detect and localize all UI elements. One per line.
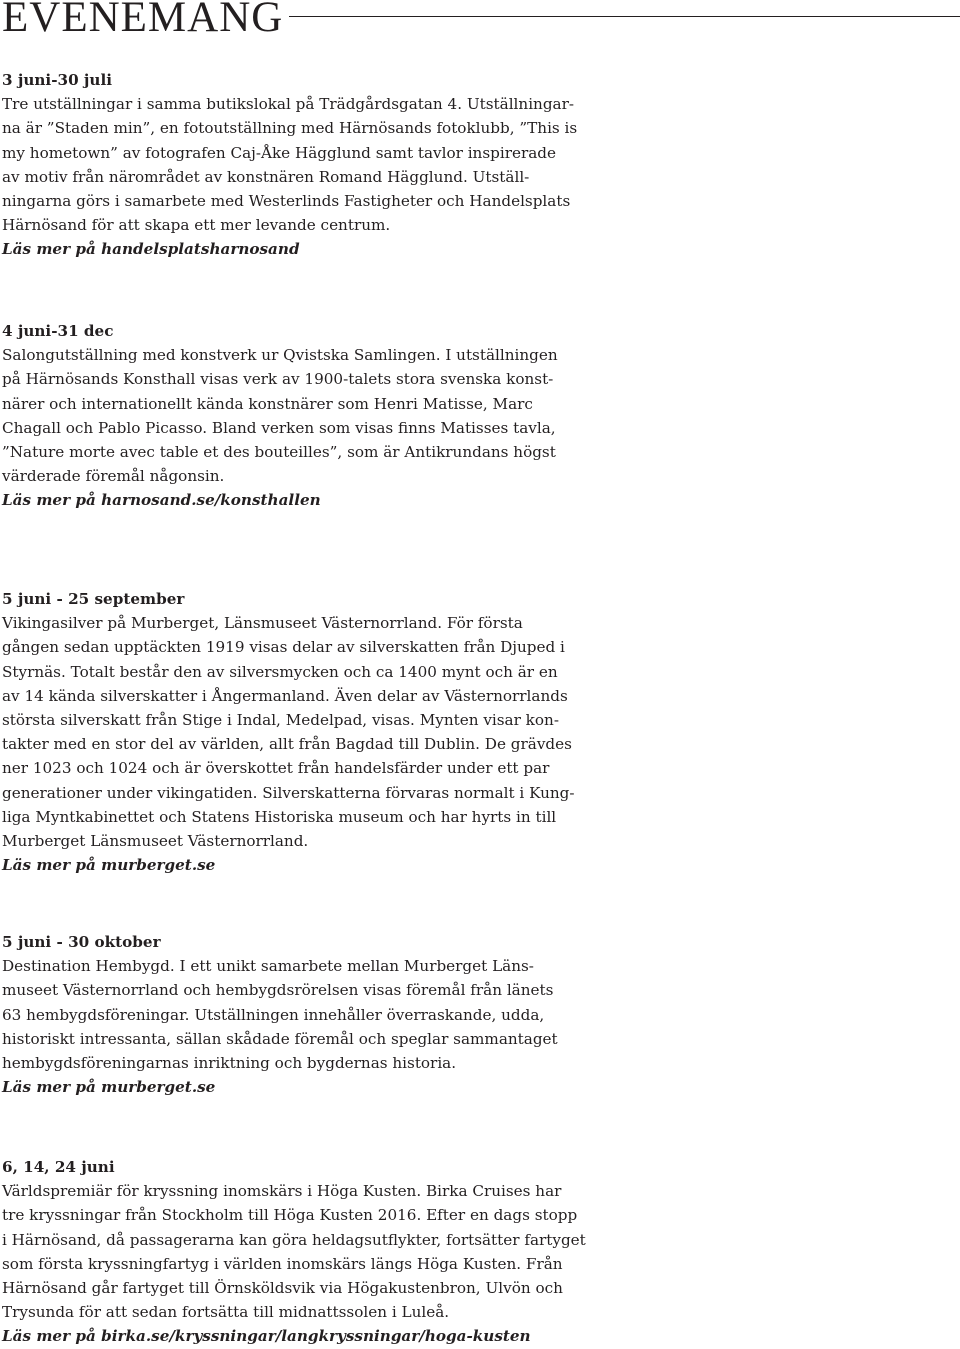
event-description: Vikingasilver på Murberget, Länsmuseet Västernorrland. För första gången sedan upptäckten 1919 visas delar av silverskatten från Djuped i Styrnäs. Totalt består den av silversmycken och ca 1400 mynt och är en av 14 kända silverskatter i Ångermanland. Även delar av Västernorrlands största silverskatt från Stige i Indal, Medelpad, visas. Mynten visar kon- takter med en stor del av världen, allt från Bagdad till Dublin. De grävdes ner 1023 och 1024 och är överskottet från handelsfärder under ett par generationer under vikingatiden. Silverskatterna förvaras normalt i Kung- liga Myntkabinettet och Statens Historiska museum och har hyrts in till Murberget Länsmuseet Västernorrland. [2, 614, 575, 851]
read-more-link[interactable]: Läs mer på harnosand.se/konsthallen [2, 491, 321, 510]
event-item [2, 1155, 594, 1349]
event-item [2, 930, 594, 1099]
title-rule [289, 16, 960, 17]
event-item [2, 68, 594, 262]
event-description: Världspremiär för kryssning inomskärs i Höga Kusten. Birka Cruises har tre kryssningar från Stockholm till Höga Kusten 2016. Efter en dags stopp i Härnösand, då passagerarna kan göra heldagsutflykter, fortsätter fartyget som första kryssningfartyg i världen inomskärs längs Höga Kusten. Från Härnösand går fartyget till Örnsköldsvik via Högakustenbron, Ulvön och Trysunda för att sedan fortsätta till midnattssolen i Luleå. [2, 1182, 586, 1322]
event-date: 5 juni - 25 september [2, 590, 185, 608]
read-more-link[interactable]: Läs mer på murberget.se [2, 1078, 216, 1097]
event-date: 3 juni-30 juli [2, 71, 113, 89]
event-item [2, 587, 594, 877]
event-description: Tre utställningar i samma butikslokal på Trädgårdsgatan 4. Utställningar- na är ”Staden min”, en fotoutställning med Härnösands fotoklubb, ”This is my hometown” av fotografen Caj-Åke Hägglund samt tavlor inspirerade av motiv från närområdet av konstnären Romand Hägglund. Utställ- ningarna görs i samarbete med Westerlinds Fastigheter och Handelsplats Härnösand för att skapa ett mer levande centrum. [2, 95, 578, 235]
event-date: 4 juni-31 dec [2, 322, 114, 340]
read-more-link[interactable]: Läs mer på murberget.se [2, 856, 216, 875]
read-more-link[interactable]: Läs mer på birka.se/kryssningar/langkryssningar/hoga-kusten [2, 1327, 531, 1346]
page-header [0, 0, 960, 44]
event-description: Salongutställning med konstverk ur Qvistska Samlingen. I utställningen på Härnösands Konsthall visas verk av 1900-talets stora svenska konst- närer och internationellt kända konstnärer som Henri Matisse, Marc Chagall och Pablo Picasso. Bland verken som visas finns Matisses tavla, ”Nature morte avec table et des bouteilles”, som är Antikrundans högst värderade föremål någonsin. [2, 346, 558, 486]
event-item [2, 319, 594, 513]
event-description: Destination Hembygd. I ett unikt samarbete mellan Murberget Läns- museet Västernorrland och hembygdsrörelsen visas föremål från länets 63 hembygdsföreningar. Utställningen innehåller överraskande, udda, historiskt intressanta, sällan skådade föremål och speglar sammantaget hembygdsföreningarnas inriktning och bygdernas historia. [2, 957, 558, 1073]
event-date: 5 juni - 30 oktober [2, 933, 161, 951]
read-more-link[interactable]: Läs mer på handelsplatsharnosand [2, 240, 300, 259]
event-date: 6, 14, 24 juni [2, 1158, 115, 1176]
page-title: EVENEMANG [2, 0, 284, 41]
